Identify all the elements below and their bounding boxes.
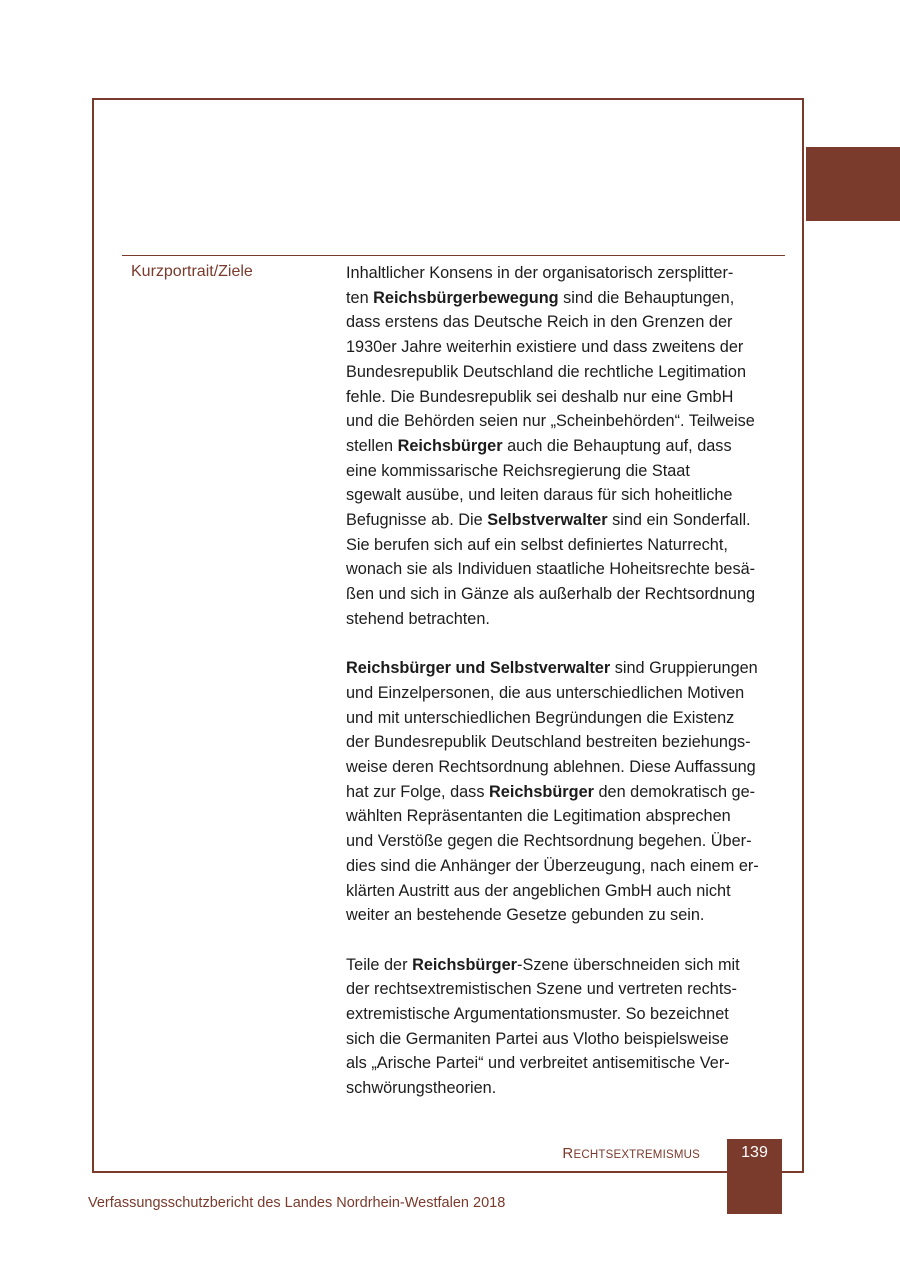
footer-section-rest: ECHTSEXTREMISMUS <box>573 1149 700 1161</box>
text-run: und Verstöße gegen die Rechtsordnung begehen. Über- <box>346 832 752 851</box>
text-run: auch die Behauptung auf, dass <box>502 436 732 455</box>
text-run: und die Behörden seien nur „Scheinbehörden“. Teilweise <box>346 412 755 431</box>
text-run: stehend betrachten. <box>346 609 490 628</box>
text-line <box>346 557 786 582</box>
paragraph <box>346 953 786 1101</box>
section-label: Kurzportrait/Ziele <box>131 263 253 280</box>
text-line <box>346 607 786 632</box>
text-run: der Bundesrepublik Deutschland bestreiten beziehungs- <box>346 733 751 752</box>
text-line <box>346 755 786 780</box>
text-run: weiter an bestehende Gesetze gebunden zu sein. <box>346 906 705 925</box>
text-line <box>346 434 786 459</box>
text-run: ten <box>346 288 374 307</box>
text-run: wonach sie als Individuen staatliche Hoheitsrechte besä- <box>346 560 756 579</box>
text-run: Bundesrepublik Deutschland die rechtliche Legitimation <box>346 362 747 381</box>
footer-section-title <box>562 1145 700 1162</box>
chapter-tab <box>806 147 900 221</box>
text-run: dass erstens das Deutsche Reich in den Grenzen der <box>346 313 733 332</box>
text-run: sich die Germaniten Partei aus Vlotho beispielsweise <box>346 1029 729 1048</box>
bold-term: Reichsbürger <box>489 782 594 801</box>
publication-title: Verfassungsschutzbericht des Landes Nordrhein-Westfalen 2018 <box>88 1195 506 1211</box>
paragraph <box>346 261 786 632</box>
text-line <box>346 1076 786 1101</box>
text-run: stellen <box>346 436 398 455</box>
text-line <box>346 360 786 385</box>
text-line <box>346 459 786 484</box>
text-run: Inhaltlicher Konsens in der organisatorisch zersplitter- <box>346 264 734 282</box>
footer-section-first-letter: R <box>562 1145 574 1162</box>
text-run: Teile der <box>346 955 413 974</box>
text-line <box>346 730 786 755</box>
paragraph <box>346 656 786 928</box>
text-line <box>346 335 786 360</box>
text-run: Sie berufen sich auf ein selbst definiertes Naturrecht, <box>346 535 728 554</box>
text-line <box>346 582 786 607</box>
text-line <box>346 261 786 286</box>
text-line <box>346 385 786 410</box>
text-line <box>346 483 786 508</box>
text-run: ßen und sich in Gänze als außerhalb der Rechtsordnung <box>346 585 756 604</box>
text-line <box>346 681 786 706</box>
text-line <box>346 879 786 904</box>
text-run: weise deren Rechtsordnung ablehnen. Diese Auffassung <box>346 758 756 777</box>
bold-term: Reichsbürgerbewegung <box>373 288 559 307</box>
page-number: 139 <box>741 1144 768 1161</box>
text-line <box>346 310 786 335</box>
text-line <box>346 1051 786 1076</box>
text-run: schwörungstheorien. <box>346 1079 497 1098</box>
text-run: der rechtsextremistischen Szene und vertreten rechts- <box>346 980 737 999</box>
text-line <box>346 286 786 311</box>
text-run: Befugnisse ab. Die <box>346 511 488 530</box>
text-line <box>346 829 786 854</box>
text-line <box>346 1002 786 1027</box>
text-run: klärten Austritt aus der angeblichen GmbH auch nicht <box>346 881 731 900</box>
text-line <box>346 804 786 829</box>
bold-term: Selbstverwalter <box>487 511 608 530</box>
text-run: als „Arische Partei“ und verbreitet antisemitische Ver- <box>346 1054 730 1073</box>
section-rule <box>122 255 785 256</box>
text-run: hat zur Folge, dass <box>346 782 489 801</box>
text-line <box>346 1027 786 1052</box>
text-run: 1930er Jahre weiterhin existiere und dass zweitens der <box>346 338 744 357</box>
text-run: sind Gruppierungen <box>610 659 758 678</box>
text-line <box>346 656 786 681</box>
text-run: sind ein Sonderfall. <box>607 511 751 530</box>
bold-term: Reichsbürger und Selbstverwalter <box>346 659 611 678</box>
text-run: dies sind die Anhänger der Überzeugung, nach einem er- <box>346 856 759 875</box>
text-line <box>346 508 786 533</box>
text-line <box>346 953 786 978</box>
text-run: wählten Repräsentanten die Legitimation absprechen <box>346 807 731 826</box>
text-line <box>346 409 786 434</box>
text-line <box>346 977 786 1002</box>
body-text <box>346 261 786 1126</box>
text-run: und mit unterschiedlichen Begründungen die Existenz <box>346 708 735 727</box>
text-run: -Szene überschneiden sich mit <box>517 955 740 974</box>
text-line <box>346 903 786 928</box>
text-run: sgewalt ausübe, und leiten daraus für sich hoheitliche <box>346 486 733 505</box>
text-line <box>346 780 786 805</box>
text-run: eine kommissarische Reichsregierung die Staat <box>346 461 690 480</box>
bold-term: Reichsbürger <box>397 436 503 455</box>
text-run: sind die Behauptungen, <box>558 288 735 307</box>
text-line <box>346 533 786 558</box>
text-run: den demokratisch ge- <box>593 782 756 801</box>
text-line <box>346 706 786 731</box>
text-run: fehle. Die Bundesrepublik sei deshalb nur eine GmbH <box>346 387 734 406</box>
text-line <box>346 854 786 879</box>
page-number-box <box>727 1139 782 1214</box>
text-run: extremistische Argumentationsmuster. So bezeichnet <box>346 1005 729 1024</box>
bold-term: Reichsbürger <box>412 955 518 974</box>
text-run: und Einzelpersonen, die aus unterschiedlichen Motiven <box>346 683 745 702</box>
